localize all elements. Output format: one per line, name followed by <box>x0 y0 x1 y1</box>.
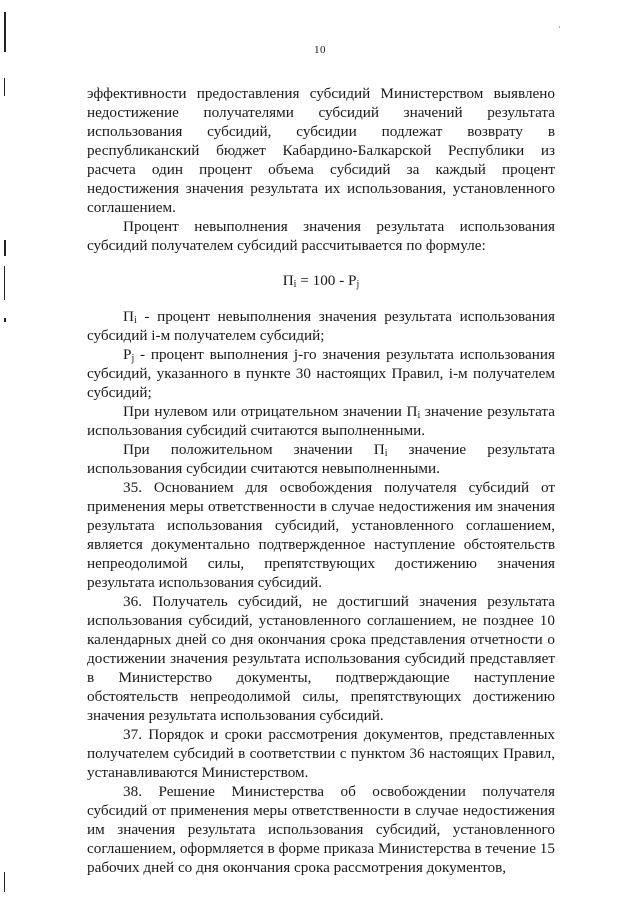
definition-text: - процент невыполнения значения результата использования субсидий i-м получателем субсидий; <box>87 308 555 344</box>
formula-lhs: П <box>282 272 294 289</box>
formula <box>87 271 555 290</box>
paragraph: эффективности предоставления субсидий Министерством выявлено недостижение получателями субсидий значений результата использования субсидий, субсидии подлежат возврату в республиканский бюджет Кабардино-Балкарской Республики из расчета один процент объема субсидий за каждый процент недостижения значения результата их использования, установленного соглашением. <box>87 85 555 216</box>
clause-35: 35. Основанием для освобождения получателя субсидий от применения меры ответственности в случае недостижения им значения результата использования субсидий, установленного соглашением, является документально подтвержденное наступление обстоятельств непреодолимой силы, препятствующих достижению значения результата использования субсидий. <box>87 479 555 591</box>
formula-rhs-subscript: j <box>356 279 360 290</box>
definition-paragraph <box>87 345 555 402</box>
definition-subscript: j <box>131 353 135 364</box>
condition-text: При нулевом или отрицательном значении П <box>123 403 418 420</box>
condition-paragraph <box>87 440 555 478</box>
condition-subscript: i <box>384 448 388 459</box>
condition-subscript: i <box>417 410 421 421</box>
clause-36: 36. Получатель субсидий, не достигший значения результата использования субсидий, установленного соглашением, не позднее 10 календарных дней со дня окончания срока представления отчетности о достижении значения результата использования субсидий представляет в Министерство документы, подтверждающие наступление обстоятельств непреодолимой силы, препятствующих достижению значения результата использования субсидий. <box>87 593 555 724</box>
scan-artifact-dot: · <box>558 22 561 32</box>
definition-symbol: P <box>123 346 132 363</box>
scan-artifact-mark <box>4 318 6 322</box>
clause-37: 37. Порядок и сроки рассмотрения документов, представленных получателем субсидий в соответствии с пунктом 36 настоящих Правил, устанавливаются Министерством. <box>87 726 555 781</box>
condition-paragraph <box>87 402 555 440</box>
scan-artifact-mark <box>4 266 5 300</box>
condition-text: При положительном значении П <box>123 441 385 458</box>
document-body <box>87 84 555 877</box>
condition-text: значение результата использования субсидий считаются выполненными. <box>87 403 555 439</box>
definition-symbol: П <box>123 308 134 325</box>
clause-38: 38. Решение Министерства об освобождении получателя субсидий от применения меры ответственности в случае недостижения им значения результата использования субсидий, установленного соглашением, оформляется в форме приказа Министерства в течение 15 рабочих дней со дня окончания срока рассмотрения документов, <box>87 783 555 876</box>
paragraph: Процент невыполнения значения результата использования субсидий получателем субсидий рассчитывается по формуле: <box>87 218 555 254</box>
formula-lhs-subscript: i <box>293 279 297 290</box>
definition-paragraph <box>87 307 555 345</box>
definition-subscript: i <box>133 315 137 326</box>
condition-text: значение результата использования субсидии считаются невыполненными. <box>87 441 556 477</box>
formula-expression: = 100 - P <box>296 272 357 289</box>
scan-artifact-mark <box>4 872 5 892</box>
page-number: 10 <box>314 44 326 56</box>
scan-artifact-mark <box>4 78 5 96</box>
scan-artifact-mark <box>4 240 6 256</box>
definition-text: - процент выполнения j-го значения результата использования субсидий, указанного в пункте 30 настоящих Правил, i-м получателем субсидий; <box>87 346 555 401</box>
